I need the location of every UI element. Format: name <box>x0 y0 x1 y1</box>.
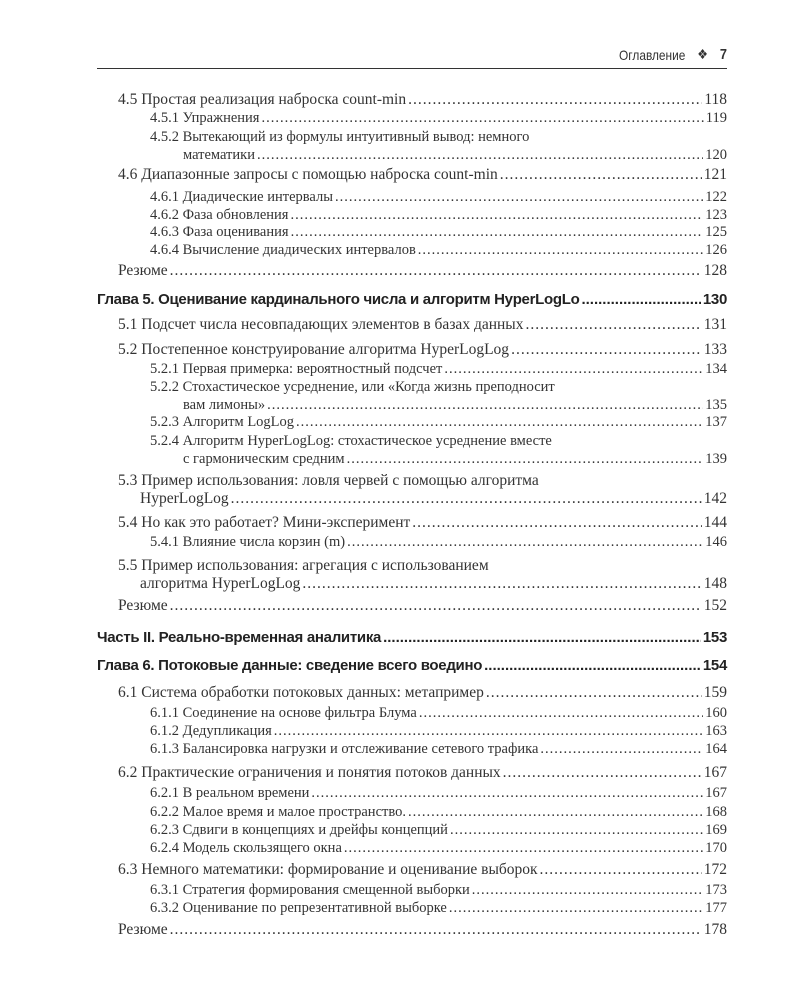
dot-leader <box>347 533 703 551</box>
toc-page-number: 170 <box>705 840 727 856</box>
toc-entry[interactable] <box>118 262 727 280</box>
toc-page-number: 178 <box>703 921 727 938</box>
toc-entry-title: Резюме <box>118 921 168 938</box>
dot-leader <box>383 629 701 647</box>
dot-leader <box>267 396 703 414</box>
dot-leader <box>274 722 703 740</box>
toc-entry[interactable] <box>150 223 727 241</box>
toc-page-number: 128 <box>703 262 727 279</box>
toc-page-number: 134 <box>705 361 727 377</box>
dot-leader <box>412 514 701 532</box>
toc-entry-title: 4.5 Простая реализация наброска count-min <box>118 91 407 108</box>
toc-entry-title: 6.1 Система обработки потоковых данных: метапример <box>118 684 484 701</box>
toc-entry-title-cont: с гармоническим средним <box>183 451 345 467</box>
running-header <box>619 46 727 63</box>
toc-entry-title: 5.2.1 Первая примерка: вероятностный подсчет <box>150 361 443 377</box>
toc-page-number: 177 <box>705 900 727 916</box>
ornament-icon: ❖ <box>697 46 709 62</box>
dot-leader <box>347 450 704 468</box>
toc-entry-title: 5.3 Пример использования: ловля червей с помощью алгоритма <box>118 472 539 489</box>
toc-entry-title: 5.2.3 Алгоритм LogLog <box>150 414 295 430</box>
toc-entry-title: 6.2.1 В реальном времени <box>150 785 310 801</box>
dot-leader <box>257 146 703 164</box>
toc-page-number: 163 <box>705 723 727 739</box>
toc-entry[interactable] <box>150 899 727 917</box>
dot-leader <box>418 241 703 259</box>
toc-entry-title: Резюме <box>118 262 168 279</box>
toc-page-number: 122 <box>705 189 727 205</box>
toc-entry-title-cont: вам лимоны» <box>183 397 266 413</box>
toc-entry-title: 5.4.1 Влияние числа корзин (m) <box>150 534 346 550</box>
toc-entry-title: Глава 6. Потоковые данные: сведение всего воедино <box>97 657 483 674</box>
toc-page-number: 130 <box>702 291 727 308</box>
toc-page-number: 142 <box>703 490 727 507</box>
toc-entry-title: 6.3.2 Оценивание по репрезентативной выборке <box>150 900 447 916</box>
toc-entry-title: Резюме <box>118 597 168 614</box>
dot-leader <box>231 490 702 508</box>
toc-page-number: 148 <box>703 575 727 592</box>
toc-entry-title: 6.2.4 Модель скользящего окна <box>150 840 342 856</box>
toc-page-number: 167 <box>703 764 727 781</box>
toc-page-number: 123 <box>705 207 727 223</box>
dot-leader <box>450 821 703 839</box>
dot-leader <box>472 881 703 899</box>
toc-entry[interactable] <box>150 821 727 839</box>
toc-entry[interactable] <box>118 166 727 184</box>
toc-entry[interactable] <box>118 316 727 334</box>
toc-page-number: 168 <box>705 804 727 820</box>
toc-entry-continuation[interactable] <box>183 450 727 468</box>
toc-entry[interactable] <box>150 740 727 758</box>
toc-entry-title: 4.6.3 Фаза оценивания <box>150 224 289 240</box>
toc-entry-title: 6.1.2 Дедупликация <box>150 723 272 739</box>
toc-entry-line[interactable] <box>150 128 727 146</box>
toc-page-number: 120 <box>705 147 727 163</box>
toc-page-number: 172 <box>703 861 727 878</box>
toc-entry[interactable] <box>150 413 727 431</box>
toc-page-number: 118 <box>704 91 727 108</box>
toc-entry[interactable] <box>118 597 727 615</box>
toc-entry-title: Часть II. Реально-временная аналитика <box>97 629 382 646</box>
toc-entry[interactable] <box>150 839 727 857</box>
toc-page-number: 152 <box>703 597 727 614</box>
toc-entry-title: 5.1 Подсчет числа несовпадающих элементов в базах данных <box>118 316 524 333</box>
toc-entry-title: 4.5.1 Упражнения <box>150 110 260 126</box>
dot-leader <box>335 188 703 206</box>
dot-leader <box>581 291 700 309</box>
toc-entry-title: 4.6 Диапазонные запросы с помощью наброска count-min <box>118 166 498 183</box>
toc-entry-continuation[interactable] <box>140 490 727 508</box>
toc-entry-title: 4.6.2 Фаза обновления <box>150 207 289 223</box>
toc-entry-title-cont: математики <box>183 147 255 163</box>
toc-entry[interactable] <box>150 188 727 206</box>
toc-entry[interactable] <box>118 764 727 782</box>
toc-page-number: 167 <box>705 785 727 801</box>
toc-page-number: 159 <box>703 684 727 701</box>
dot-leader <box>261 109 703 127</box>
toc-entry-title: 6.2 Практические ограничения и понятия потоков данных <box>118 764 501 781</box>
toc-page-number: 173 <box>705 882 727 898</box>
toc-entry-title: 5.2 Постепенное конструирование алгоритма HyperLogLog <box>118 341 510 358</box>
toc-entry-title: 5.5 Пример использования: агрегация с использованием <box>118 557 489 574</box>
toc-entry-title: Глава 5. Оценивание кардинального числа и алгоритм HyperLogLo <box>97 291 580 308</box>
dot-leader <box>500 166 702 184</box>
toc-entry[interactable] <box>150 206 727 224</box>
toc-page-number: 125 <box>705 224 727 240</box>
toc-page-number: 126 <box>705 242 727 258</box>
dot-leader <box>296 413 703 431</box>
dot-leader <box>170 262 702 280</box>
dot-leader <box>170 597 702 615</box>
toc-page-number: 164 <box>705 741 727 757</box>
toc-entry-line[interactable] <box>118 472 727 490</box>
toc-page-number: 139 <box>705 451 727 467</box>
toc-entry-title: 6.1.1 Соединение на основе фильтра Блума <box>150 705 417 721</box>
toc-entry[interactable] <box>118 921 727 939</box>
dot-leader <box>302 575 701 593</box>
toc-entry-continuation[interactable] <box>140 575 727 593</box>
dot-leader <box>540 740 703 758</box>
dot-leader <box>540 861 702 879</box>
toc-entry-title-cont: HyperLogLog <box>140 490 229 507</box>
header-rule <box>97 68 727 69</box>
toc-entry[interactable] <box>150 803 727 821</box>
toc-entry[interactable] <box>118 861 727 879</box>
toc-page-number: 119 <box>705 110 727 126</box>
dot-leader <box>408 803 703 821</box>
toc-entry[interactable] <box>118 514 727 532</box>
dot-leader <box>291 223 704 241</box>
dot-leader <box>444 360 703 378</box>
toc-entry[interactable] <box>150 241 727 259</box>
dot-leader <box>311 784 703 802</box>
toc-page-number: 131 <box>703 316 727 333</box>
toc-entry[interactable] <box>150 533 727 551</box>
toc-page-number: 133 <box>703 341 727 358</box>
toc-entry-title: 5.2.2 Стохастическое усреднение, или «Когда жизнь преподносит <box>150 379 555 395</box>
dot-leader <box>503 764 702 782</box>
toc-entry-title: 6.2.2 Малое время и малое пространство. <box>150 804 406 820</box>
dot-leader <box>419 704 703 722</box>
toc-page-number: 169 <box>705 822 727 838</box>
toc-entry[interactable] <box>118 341 727 359</box>
toc-entry[interactable] <box>150 784 727 802</box>
toc-entry[interactable] <box>97 291 727 309</box>
toc-entry[interactable] <box>150 109 727 127</box>
dot-leader <box>484 657 701 675</box>
toc-page-number: 135 <box>705 397 727 413</box>
toc-entry[interactable] <box>150 704 727 722</box>
toc-entry[interactable] <box>118 684 727 702</box>
toc-entry[interactable] <box>118 91 727 109</box>
dot-leader <box>511 341 702 359</box>
toc-entry-line[interactable] <box>150 432 727 450</box>
dot-leader <box>449 899 703 917</box>
toc-entry-title: 4.5.2 Вытекающий из формулы интуитивный вывод: немного <box>150 129 530 145</box>
toc-entry-title: 6.3.1 Стратегия формирования смещенной выборки <box>150 882 470 898</box>
dot-leader <box>486 684 702 702</box>
page-number: 7 <box>719 46 727 63</box>
toc-entry-title: 4.6.1 Диадические интервалы <box>150 189 333 205</box>
toc-entry-title: 6.1.3 Балансировка нагрузки и отслеживание сетевого трафика <box>150 741 539 757</box>
toc-entry[interactable] <box>97 629 727 647</box>
toc-page-number: 144 <box>703 514 727 531</box>
toc-page-number: 121 <box>703 166 727 183</box>
toc-entry-title: 5.2.4 Алгоритм HyperLogLog: стохастическое усреднение вместе <box>150 433 552 449</box>
dot-leader <box>525 316 701 334</box>
toc-page-number: 153 <box>702 629 727 646</box>
toc-entry-title: 4.6.4 Вычисление диадических интервалов <box>150 242 416 258</box>
dot-leader <box>290 206 703 224</box>
toc-page-number: 154 <box>702 657 727 674</box>
dot-leader <box>344 839 703 857</box>
toc-entry-title: 6.3 Немного математики: формирование и оценивание выборок <box>118 861 538 878</box>
toc-entry-title: 5.4 Но как это работает? Мини-эксперимент <box>118 514 411 531</box>
toc-entry[interactable] <box>97 657 727 675</box>
dot-leader <box>170 921 702 939</box>
toc-entry[interactable] <box>150 722 727 740</box>
toc-entry-continuation[interactable] <box>183 396 727 414</box>
toc-entry-line[interactable] <box>150 378 727 396</box>
toc-entry[interactable] <box>150 881 727 899</box>
toc-page-number: 146 <box>705 534 727 550</box>
toc-page-number: 137 <box>705 414 727 430</box>
toc-entry-title-cont: алгоритма HyperLogLog <box>140 575 301 592</box>
toc-entry-title: 6.2.3 Сдвиги в концепциях и дрейфы концепций <box>150 822 448 838</box>
toc-entry-line[interactable] <box>118 557 727 575</box>
header-title: Оглавление <box>619 46 686 63</box>
toc-entry-continuation[interactable] <box>183 146 727 164</box>
toc-page-number: 160 <box>705 705 727 721</box>
dot-leader <box>408 91 702 109</box>
toc-entry[interactable] <box>150 360 727 378</box>
